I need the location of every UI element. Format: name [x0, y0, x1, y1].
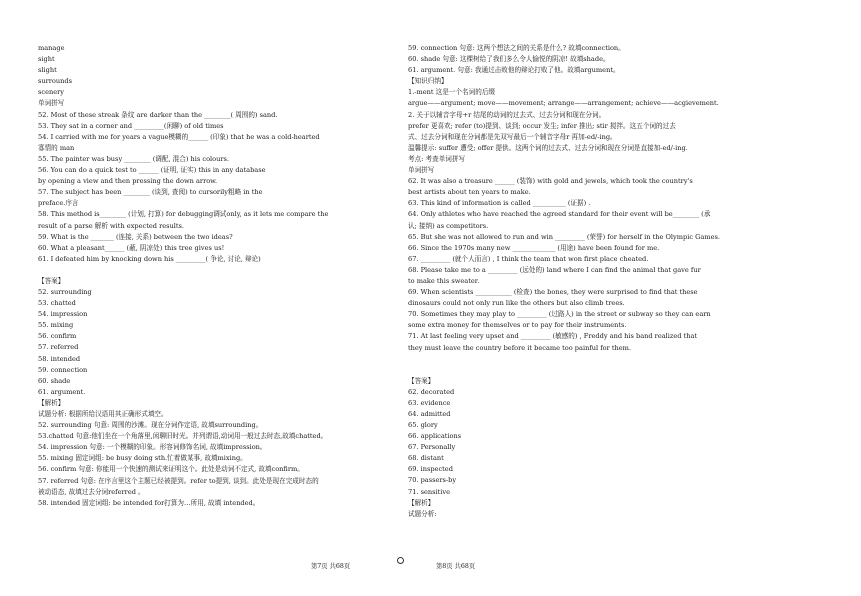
right-text-line: 式、过去分词和现在分词都是先双写最后一个辅音字母r 再加-ed/-ing。 [408, 132, 617, 141]
left-text-line: 57. The subject has been ________ (谈到, 查阅) to cursorily粗略 in the [38, 188, 263, 197]
page-number-right: 第8页 共68页 [436, 563, 476, 570]
right-text-line: 62. It was also a treasure ______ (装饰) with gold and jewels, which took the country's [408, 177, 693, 186]
right-text-line: 64. Only athletes who have reached the agreed standard for their event will be________ (承 [408, 210, 711, 219]
right-text-line: best artists about ten years to make. [408, 188, 531, 197]
right-text-line: 【答案】 [408, 376, 435, 385]
left-text-line: 54. impression [38, 310, 88, 319]
left-text-line: 53.chatted 句意:他们坐在一个角落里,闲聊旧时光。并列谓语,动词用一般过去时态,故填chatted。 [38, 432, 328, 441]
right-text-line: 63. This kind of information is called __________ (证据) . [408, 199, 591, 208]
right-text-line: 71. sensitive [408, 487, 450, 496]
right-text-line: dinosaurs could not only run like the others but also climb trees. [408, 299, 625, 308]
left-text-line: 试题分析: 根据所给汉语用其正确形式填空。 [38, 410, 168, 418]
left-text-line: by opening a view and then pressing the down arrow. [38, 177, 218, 186]
right-text-line: 65. But she was not allowed to run and win _________ (荣誉) for herself in the Olympic Games. [408, 232, 720, 241]
left-text-line: 55. mixing 固定词组: be busy doing sth.忙着做某事, 故填mixing。 [38, 454, 247, 463]
right-text-line: 1.-ment 这是一个名词的后缀 [408, 88, 496, 97]
right-text-line: 66. applications [408, 432, 462, 441]
right-text-line: 考点: 考查单词拼写 [408, 154, 466, 163]
left-text-line: result of a parse 解析 with expected results. [38, 221, 185, 230]
left-text-line: 54. impression 句意: 一个模糊的印象。形容词修饰名词, 故填impression。 [38, 443, 267, 452]
right-text-line: 70. passers-by [408, 476, 457, 485]
right-text-line: 69. inspected [408, 465, 453, 474]
right-text-line [408, 354, 768, 365]
left-text-line: 52. Most of these streak 条纹 are darker than the ________( 周围的) sand. [38, 110, 278, 119]
right-text-line: 64. admitted [408, 409, 451, 418]
left-text-line: 52. surrounding 句意: 周围的沙滩。现在分词作定语, 故填surrounding。 [38, 421, 263, 430]
left-text-line: 【解析】 [38, 398, 65, 407]
left-text-line: 61. argument. [38, 387, 86, 396]
left-text-line: 56. confirm 句意: 你能用一个快速的测试来证明这个。此处是动词不定式, 故填confirm。 [38, 465, 304, 474]
right-text-line: 65. glory [408, 421, 438, 429]
right-text-line [408, 365, 768, 376]
left-text-line: sight [38, 55, 55, 64]
right-text-line: 59. connection 句意: 这两个想法之间的关系是什么? 故填connection。 [408, 44, 625, 52]
right-text-line: 67. Personally [408, 443, 456, 452]
left-page-column [38, 43, 400, 509]
right-text-line: 68. Please take me to a _________ (远处的) land where I can find the animal that gave fur [408, 265, 701, 274]
left-text-line: 60. What a pleasant______ (蔽, 阴凉处) this tree gives us! [38, 243, 225, 252]
left-text-line: 59. What is the _______ (连接, 关系) between the two ideas? [38, 232, 233, 241]
right-text-line: they must leave the country before it became too painful for them. [408, 343, 632, 352]
right-text-line: some extra money for themselves or to pay for their instruments. [408, 321, 627, 330]
right-text-line: 单词拼写 [408, 166, 435, 175]
right-text-line: 【解析】 [408, 498, 435, 507]
left-text-line: scenery [38, 88, 65, 97]
left-text-line: 53. chatted [38, 299, 76, 308]
left-text-line: 58. intended 固定词组: be intended for打算为…所用, 故填 intended。 [38, 498, 260, 507]
left-text-line: 56. confirm [38, 332, 77, 341]
right-text-line: 【知识归纳】 [408, 77, 448, 86]
right-text-line: 认; 接纳) as competitors. [408, 221, 489, 230]
left-text-line: 57. referred [38, 343, 79, 352]
left-text-line: 被动语态, 故填过去分词referred 。 [38, 487, 145, 496]
left-text-line: slight [38, 66, 57, 75]
left-text-line: 59. connection [38, 365, 88, 374]
right-text-line: 63. evidence [408, 398, 451, 407]
left-text-line: 寡情的 man [38, 143, 75, 152]
left-text-line: 58. This method is________ (计划, 打算) for debugging调试only, as it lets me compare the [38, 210, 329, 219]
right-text-line: 71. At last feeling very upset and _________ (敏感的) , Freddy and his band realized that [408, 332, 698, 341]
left-text-line: 60. shade [38, 376, 71, 385]
left-text-line: 53. They sat in a corner and _________(闲聊) of old times [38, 121, 224, 130]
left-text-line: 56. You can do a quick test to ______ (证明, 证实) this in any database [38, 166, 266, 175]
left-text-line: 61. I defeated him by knocking down his _________( 争论, 讨论, 辩论) [38, 254, 261, 263]
page-number-left: 第7页 共68页 [311, 563, 351, 570]
left-text-line [38, 265, 400, 276]
left-text-line: 55. mixing [38, 321, 74, 330]
left-text-line: 57. referred 句意: 在序言里这个主题已经被提到。refer to提到, 谈到。此处是现在完成时态的 [38, 476, 319, 485]
right-text-line: 62. decorated [408, 387, 455, 396]
left-text-line: 【答案】 [38, 276, 65, 285]
left-text-line: 54. I carried with me for years a vague模糊的______ (印象) that he was a cold-hearted [38, 132, 320, 141]
right-text-line: 70. Sometimes they may play to _________ (过路人) in the street or subway so they can earn [408, 310, 711, 319]
right-text-line: 66. Since the 1970s many new _____________ (用途) have been found for me. [408, 243, 660, 252]
left-text-line: 52. surrounding [38, 287, 92, 296]
left-text-line: 58. intended [38, 354, 81, 363]
left-text-line: 单词拼写 [38, 99, 65, 108]
left-text-line: preface.序言 [38, 199, 79, 208]
right-text-line: 67. _________ (就个人而言) , I think the team that won first place cheated. [408, 254, 649, 263]
right-page-column [408, 43, 768, 520]
right-text-line: 61. argument. 句意: 我通过击败他的辩论打败了他。故填argument。 [408, 66, 620, 75]
right-text-line: to make this sweater. [408, 276, 480, 285]
right-text-line: prefer 更喜欢; refer (to)提到、谈到; occur 发生; infer 推出; stir 搅拌。这五个词的过去 [408, 121, 676, 130]
right-text-line: 69. When scientists ___________ (检查) the bones, they were surprised to find that these [408, 288, 698, 297]
left-text-line: manage [38, 44, 65, 52]
right-text-line: 68. distant [408, 454, 444, 463]
left-text-line: surrounds [38, 77, 73, 86]
left-text-line: 55. The painter was busy ________ (调配, 混合) his colours. [38, 154, 229, 163]
right-text-line: 试题分析: [408, 509, 437, 518]
page-divider [403, 40, 404, 550]
right-text-line: 60. shade 句意: 这棵树给了我们多么令人愉悦的阴凉! 故填shade。 [408, 55, 610, 64]
right-text-line: 2. 关于以辅音字母+r 结尾的动词的过去式、过去分词和现在分词。 [408, 110, 606, 119]
right-text-line: argue——argument; move——movement; arrange——arrangement; achieve——acgievement. [408, 99, 719, 108]
binding-hole-icon [397, 557, 404, 564]
right-text-line: 温馨提示: suffer 遭受; offer 提供。这两个词的过去式、过去分词和现在分词是直接加-ed/-ing. [408, 143, 688, 152]
